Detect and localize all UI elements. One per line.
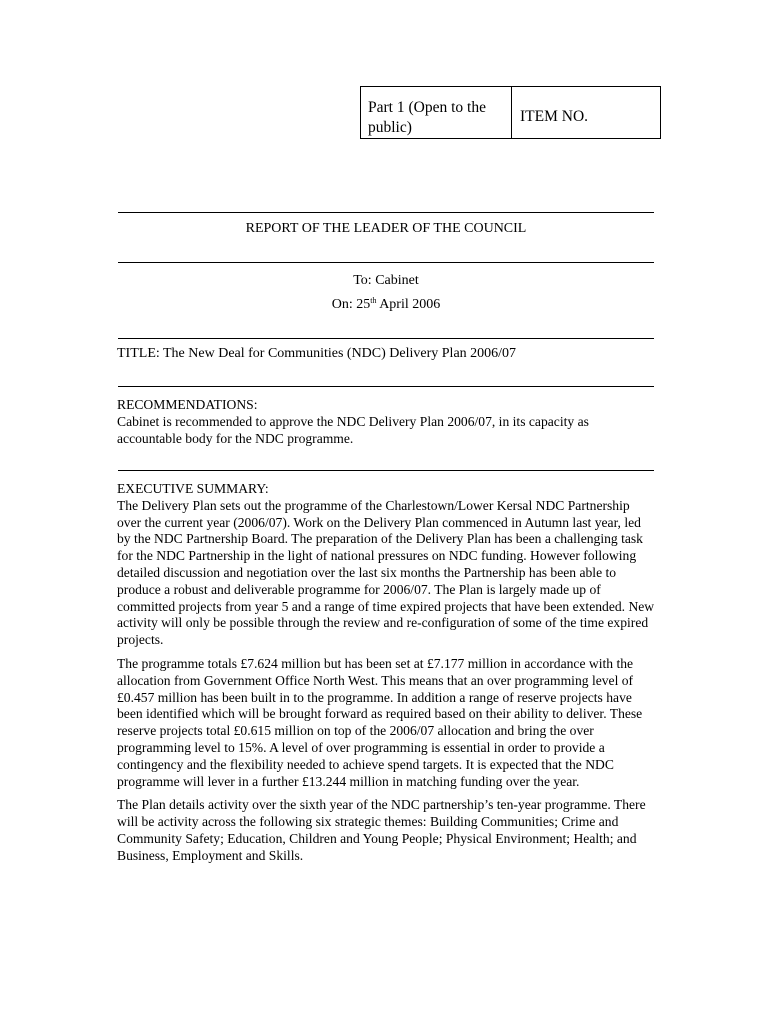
divider bbox=[118, 470, 654, 471]
report-subject-title: TITLE: The New Deal for Communities (NDC) Delivery Plan 2006/07 bbox=[117, 346, 517, 361]
header-box bbox=[360, 86, 661, 139]
part-label: Part 1 (Open to the public) bbox=[361, 87, 512, 138]
recommendations-text: Cabinet is recommended to approve the NDC Delivery Plan 2006/07, in its capacity as accountable body for the NDC programme. bbox=[117, 413, 589, 446]
meeting-date-prefix: On: 25 bbox=[331, 297, 371, 312]
divider bbox=[118, 386, 654, 387]
summary-paragraph: The Plan details activity over the sixth year of the NDC partnership’s ten-year programme. There will be activity across the following six strategic themes: Building Communities; Crime and Community Safety; Education, Children and Young People; Physical Environment; Health; and Business, Employment and Skills. bbox=[117, 797, 646, 863]
item-number-label: ITEM NO. bbox=[520, 108, 589, 125]
report-title: REPORT OF THE LEADER OF THE COUNCIL bbox=[245, 221, 527, 236]
summary-paragraph: The Delivery Plan sets out the programme of the Charlestown/Lower Kersal NDC Partnership over the current year (2006/07). Work on the Delivery Plan commenced in Autumn last year, led by the NDC Partnership Board. The preparation of the Delivery Plan has been a challenging task for the NDC Partnership in the light of national pressures on NDC funding. However following detailed discussion and negotiation over the last six months the Partnership has been able to produce a robust and deliverable programme for 2006/07. The Plan is largely made up of committed projects from year 5 and a range of time expired projects that have been extended. New activity will only be possible through the review and re-configuration of some of the time expired projects. bbox=[117, 497, 655, 648]
meeting-date-ordinal: th bbox=[370, 296, 377, 305]
divider bbox=[118, 262, 654, 263]
recommendations-section bbox=[117, 397, 657, 447]
executive-summary-section bbox=[117, 481, 657, 865]
divider bbox=[118, 212, 654, 213]
meeting-date-suffix: April 2006 bbox=[376, 297, 441, 312]
recommendations-heading: RECOMMENDATIONS: bbox=[117, 397, 258, 412]
addressee-to: To: Cabinet bbox=[353, 273, 419, 288]
divider bbox=[118, 338, 654, 339]
executive-summary-heading: EXECUTIVE SUMMARY: bbox=[117, 481, 269, 496]
meeting-date bbox=[118, 297, 654, 313]
summary-paragraph: The programme totals £7.624 million but has been set at £7.177 million in accordance with the allocation from Government Office North West. This means that an over programming level of £0.457 million has been built in to the programme. In addition a range of reserve projects have been identified which will be brought forward as required based on their ability to deliver. These reserve projects total £0.615 million on top of the 2006/07 allocation and bring the over programming level to 15%. A level of over programming is essential in order to provide a contingency and the flexibility needed to achieve spend targets. It is expected that the NDC programme will lever in a further £13.244 million in matching funding over the year. bbox=[117, 655, 643, 789]
